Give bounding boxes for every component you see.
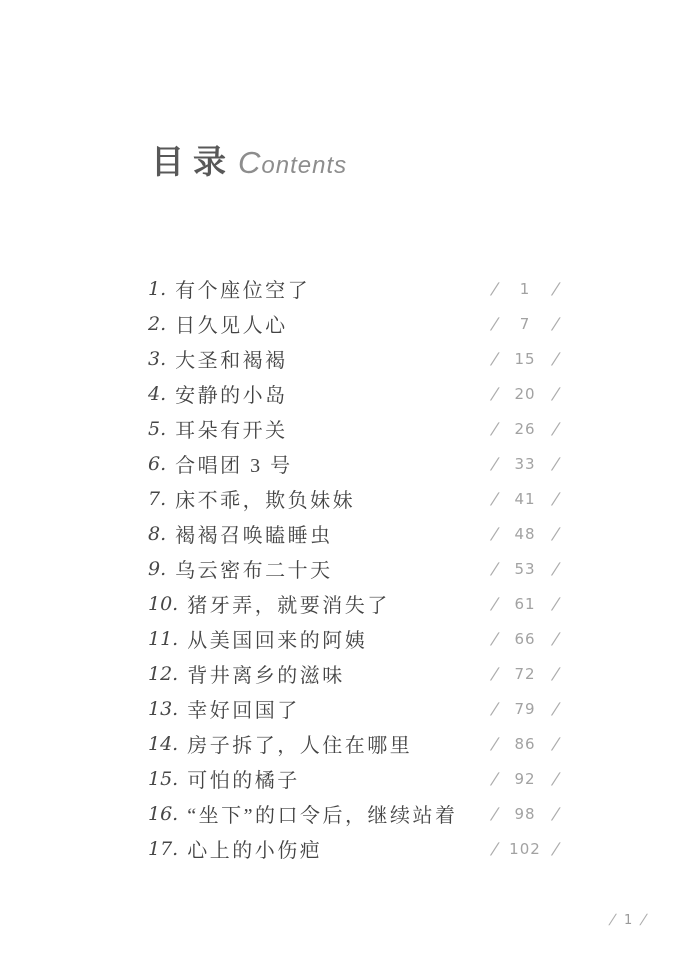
- entry-page-number: 92: [514, 769, 536, 788]
- entry-page-number: 79: [514, 699, 536, 718]
- slash-left-icon: /: [490, 629, 499, 648]
- slash-left-icon: /: [490, 664, 499, 683]
- slash-right-icon: /: [551, 629, 560, 648]
- entry-page-marker: [492, 524, 558, 543]
- entry-title: 房子拆了，人住在哪里: [187, 735, 413, 757]
- toc-entry: [148, 481, 558, 516]
- entry-page-marker: [492, 629, 558, 648]
- entry-page-marker: [492, 454, 558, 473]
- slash-left-icon: /: [490, 489, 499, 508]
- toc-entry: [148, 271, 558, 306]
- toc-entry: [148, 376, 558, 411]
- slash-right-icon: /: [551, 279, 560, 298]
- entry-page-number: 102: [509, 839, 541, 858]
- toc-entry: [148, 726, 558, 761]
- entry-page-marker: [492, 419, 558, 438]
- toc-header: [151, 136, 347, 183]
- entry-title: 床不乖，欺负妹妹: [175, 490, 356, 512]
- slash-right-icon: /: [551, 489, 560, 508]
- footer-slash-left-icon: /: [609, 912, 617, 928]
- slash-left-icon: /: [490, 454, 499, 473]
- entry-page-marker: [492, 804, 558, 823]
- entry-number: 6.: [148, 452, 167, 475]
- entry-page-number: 20: [514, 384, 536, 403]
- entry-number: 17.: [148, 837, 179, 860]
- entry-page-number: 53: [514, 559, 536, 578]
- entry-page-marker: [492, 594, 558, 613]
- entry-page-marker: [492, 734, 558, 753]
- slash-right-icon: /: [551, 804, 560, 823]
- entry-page-marker: [492, 489, 558, 508]
- entry-page-marker: [492, 839, 558, 858]
- entry-number: 2.: [148, 312, 167, 335]
- slash-right-icon: /: [551, 454, 560, 473]
- entry-title: 褐褐召唤瞌睡虫: [175, 525, 333, 547]
- slash-left-icon: /: [490, 559, 499, 578]
- slash-right-icon: /: [551, 314, 560, 333]
- slash-left-icon: /: [490, 279, 499, 298]
- slash-right-icon: /: [551, 419, 560, 438]
- entry-number: 10.: [148, 592, 179, 615]
- slash-left-icon: /: [490, 524, 499, 543]
- slash-left-icon: /: [490, 384, 499, 403]
- entry-page-marker: [492, 384, 558, 403]
- entry-page-number: 72: [514, 664, 536, 683]
- slash-left-icon: /: [490, 314, 499, 333]
- entry-title: 背井离乡的滋味: [187, 665, 345, 687]
- toc-entry: [148, 411, 558, 446]
- page-title-english: Contents: [238, 145, 348, 180]
- entry-title: 合唱团 3 号: [175, 455, 293, 477]
- entry-page-number: 48: [514, 524, 536, 543]
- slash-right-icon: /: [551, 349, 560, 368]
- entry-number: 15.: [148, 767, 179, 790]
- entry-number: 16.: [148, 802, 179, 825]
- entry-number: 11.: [148, 627, 179, 650]
- slash-right-icon: /: [551, 524, 560, 543]
- toc-entry: [148, 656, 558, 691]
- entry-page-number: 98: [514, 804, 536, 823]
- toc-entry: [148, 691, 558, 726]
- footer-slash-right-icon: /: [640, 912, 648, 928]
- entry-page-marker: [492, 559, 558, 578]
- slash-right-icon: /: [551, 769, 560, 788]
- toc-entry: [148, 341, 558, 376]
- toc-entry: [148, 551, 558, 586]
- slash-left-icon: /: [490, 419, 499, 438]
- entry-title: 日久见人心: [175, 315, 288, 337]
- entry-title: 乌云密布二十天: [175, 560, 333, 582]
- entry-page-number: 33: [514, 454, 536, 473]
- slash-right-icon: /: [551, 699, 560, 718]
- entry-page-number: 26: [514, 419, 536, 438]
- slash-left-icon: /: [490, 594, 499, 613]
- slash-right-icon: /: [551, 664, 560, 683]
- entry-number: 9.: [148, 557, 167, 580]
- toc-list: [148, 271, 558, 866]
- entry-title: 安静的小岛: [175, 385, 288, 407]
- entry-number: 14.: [148, 732, 179, 755]
- entry-page-marker: [492, 699, 558, 718]
- toc-entry: [148, 761, 558, 796]
- entry-page-marker: [492, 769, 558, 788]
- entry-number: 3.: [148, 347, 167, 370]
- entry-title: 可怕的橘子: [187, 770, 300, 792]
- entry-title: 耳朵有开关: [175, 420, 288, 442]
- entry-page-number: 41: [514, 489, 536, 508]
- toc-entry: [148, 621, 558, 656]
- toc-entry: [148, 796, 558, 831]
- footer-page-number: 1: [624, 912, 633, 928]
- entry-number: 12.: [148, 662, 179, 685]
- entry-title: 有个座位空了: [175, 280, 311, 302]
- slash-left-icon: /: [490, 769, 499, 788]
- toc-entry: [148, 516, 558, 551]
- entry-page-number: 1: [519, 279, 531, 298]
- toc-entry: [148, 831, 558, 866]
- entry-page-number: 86: [514, 734, 536, 753]
- toc-entry: [148, 446, 558, 481]
- slash-right-icon: /: [551, 559, 560, 578]
- slash-right-icon: /: [551, 734, 560, 753]
- slash-right-icon: /: [551, 839, 560, 858]
- entry-page-number: 66: [514, 629, 536, 648]
- entry-page-marker: [492, 349, 558, 368]
- entry-title: 幸好回国了: [187, 700, 300, 722]
- entry-number: 7.: [148, 487, 167, 510]
- slash-left-icon: /: [490, 349, 499, 368]
- entry-title: 大圣和褐褐: [175, 350, 288, 372]
- entry-number: 8.: [148, 522, 167, 545]
- entry-page-number: 15: [514, 349, 536, 368]
- entry-number: 13.: [148, 697, 179, 720]
- entry-page-number: 61: [514, 594, 536, 613]
- page-title-chinese: 目录: [151, 145, 235, 181]
- slash-left-icon: /: [490, 699, 499, 718]
- toc-entry: [148, 586, 558, 621]
- entry-page-marker: [492, 279, 558, 298]
- entry-title: 从美国回来的阿姨: [187, 630, 368, 652]
- entry-number: 4.: [148, 382, 167, 405]
- toc-entry: [148, 306, 558, 341]
- slash-right-icon: /: [551, 594, 560, 613]
- slash-left-icon: /: [490, 839, 499, 858]
- slash-left-icon: /: [490, 804, 499, 823]
- entry-title: “坐下”的口令后，继续站着: [187, 805, 458, 827]
- slash-left-icon: /: [490, 734, 499, 753]
- page-footer: [610, 912, 646, 928]
- entry-page-marker: [492, 314, 558, 333]
- entry-number: 5.: [148, 417, 167, 440]
- entry-page-number: 7: [519, 314, 531, 333]
- entry-title: 心上的小伤疤: [187, 840, 323, 862]
- entry-title: 猪牙弄，就要消失了: [187, 595, 390, 617]
- entry-number: 1.: [148, 277, 167, 300]
- entry-page-marker: [492, 664, 558, 683]
- slash-right-icon: /: [551, 384, 560, 403]
